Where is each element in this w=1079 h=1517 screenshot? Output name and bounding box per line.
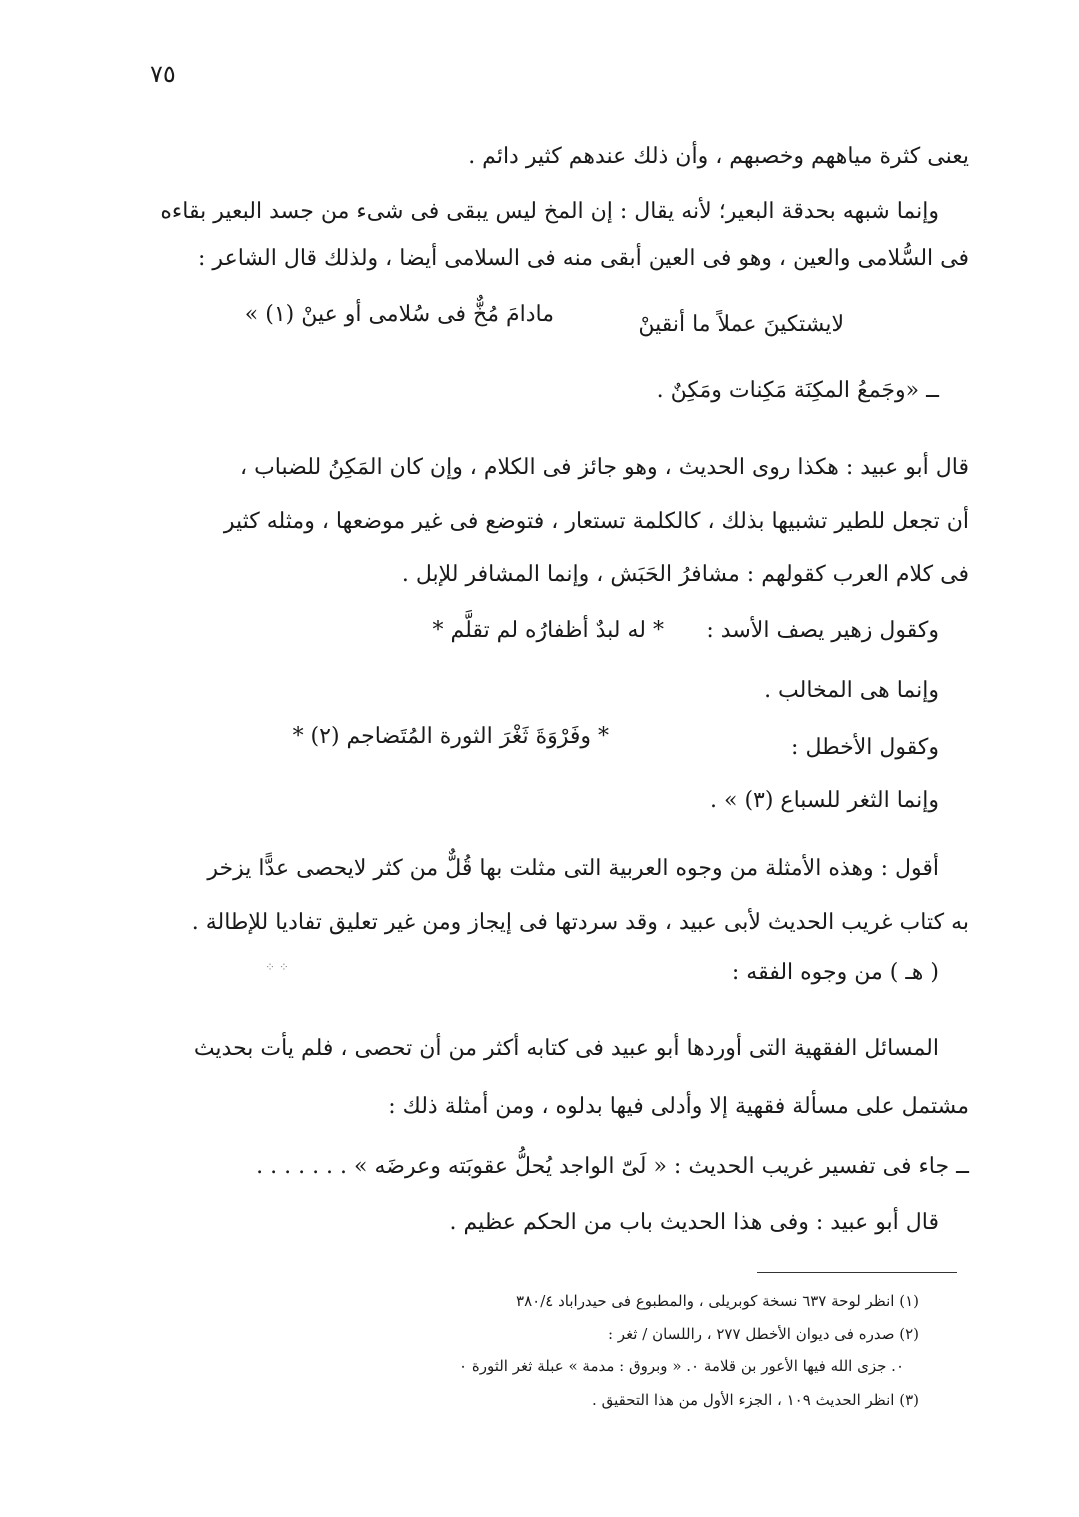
footnote-divider — [757, 1272, 957, 1273]
page-number: ٧٥ — [150, 60, 176, 88]
verse-first-hemistich: لايشتكينَ عملاً ما أنقينْ — [638, 312, 844, 337]
footnote: ٠. جزى الله فيها الأعور بن قلامة ٠. « وبروق : مدمة » عبلة ثغر الثورة ٠ — [459, 1357, 904, 1375]
text-line: به كتاب غريب الحديث لأبى عبيد ، وقد سردتها فى إيجاز ومن غير تعليق تفاديا للإطالة . — [191, 910, 969, 935]
footnote: (١) انظر لوحة ٦٣٧ نسخة كوبريلى ، والمطبوع فى حيدراباد ٣٨٠/٤ — [516, 1292, 919, 1310]
text-line: أقول : وهذه الأمثلة من وجوه العربية التى مثلت بها قُلٌّ من كثر لايحصى عدًّا يزخر — [207, 856, 939, 881]
text-line: قال أبو عبيد : هكذا روى الحديث ، وهو جائز فى الكلام ، وإن كان المَكِنُ للضباب ، — [239, 455, 969, 480]
verse-second-hemistich: مادامَ مُخٌّ فى سُلامى أو عينْ (١) » — [244, 302, 554, 327]
text-line: فى السُّلامى والعين ، وهو فى العين أبقى منه فى السلامى أيضا ، ولذلك قال الشاعر : — [198, 246, 969, 271]
text-line: وإنما الثغر للسباع (٣) » . — [710, 788, 939, 813]
section-heading: ( هـ ) من وجوه الفقه : — [731, 960, 939, 985]
text-line: يعنى كثرة مياههم وخصبهم ، وأن ذلك عندهم كثير دائم . — [468, 144, 969, 169]
verse-intro: وكقول الأخطل : — [791, 735, 939, 760]
text-line: قال أبو عبيد : وفى هذا الحديث باب من الحكم عظيم . — [449, 1210, 939, 1235]
footnote: (٢) صدره فى ديوان الأخطل ٢٧٧ ، راللسان / ثغر : — [607, 1325, 919, 1343]
text-line: وإنما هى المخالب . — [764, 678, 939, 703]
footnote: (٣) انظر الحديث ١٠٩ ، الجزء الأول من هذا التحقيق . — [592, 1391, 919, 1409]
text-line: المسائل الفقهية التى أوردها أبو عبيد فى كتابه أكثر من أن تحصى ، فلم يأت بحديث — [193, 1036, 939, 1061]
text-line: ــ «وجَمعُ المكِنَة مَكِنات ومَكِنٌ . — [656, 378, 939, 403]
verse-hemistich: * له لبدٌ أظفارُه لم تقلَّم * — [432, 618, 664, 643]
scan-dots: ⁘ ⁘ — [265, 960, 289, 974]
text-line: ــ جاء فى تفسير غريب الحديث : « لَىّ الواجد يُحلُّ عقوبَته وعرضَه » . . . . . . . — [256, 1154, 969, 1179]
text-line: وإنما شبهه بحدقة البعير؛ لأنه يقال : إن المخ ليس يبقى فى شىء من جسد البعير بقاءه — [160, 199, 939, 224]
text-line: أن تجعل للطير تشبيها بذلك ، كالكلمة تستعار ، فتوضع فى غير موضعها ، ومثله كثير — [223, 509, 969, 534]
text-line: مشتمل على مسألة فقهية إلا وأدلى فيها بدلوه ، ومن أمثلة ذلك : — [388, 1094, 969, 1119]
verse-hemistich: * وفَرْوَةَ ثَغْرَ الثورة المُتَضاجم (٢) * — [292, 724, 609, 749]
verse-intro: وكقول زهير يصف الأسد : — [706, 618, 939, 643]
text-line: فى كلام العرب كقولهم : مشافرُ الحَبَش ، وإنما المشافر للإبل . — [401, 562, 969, 587]
